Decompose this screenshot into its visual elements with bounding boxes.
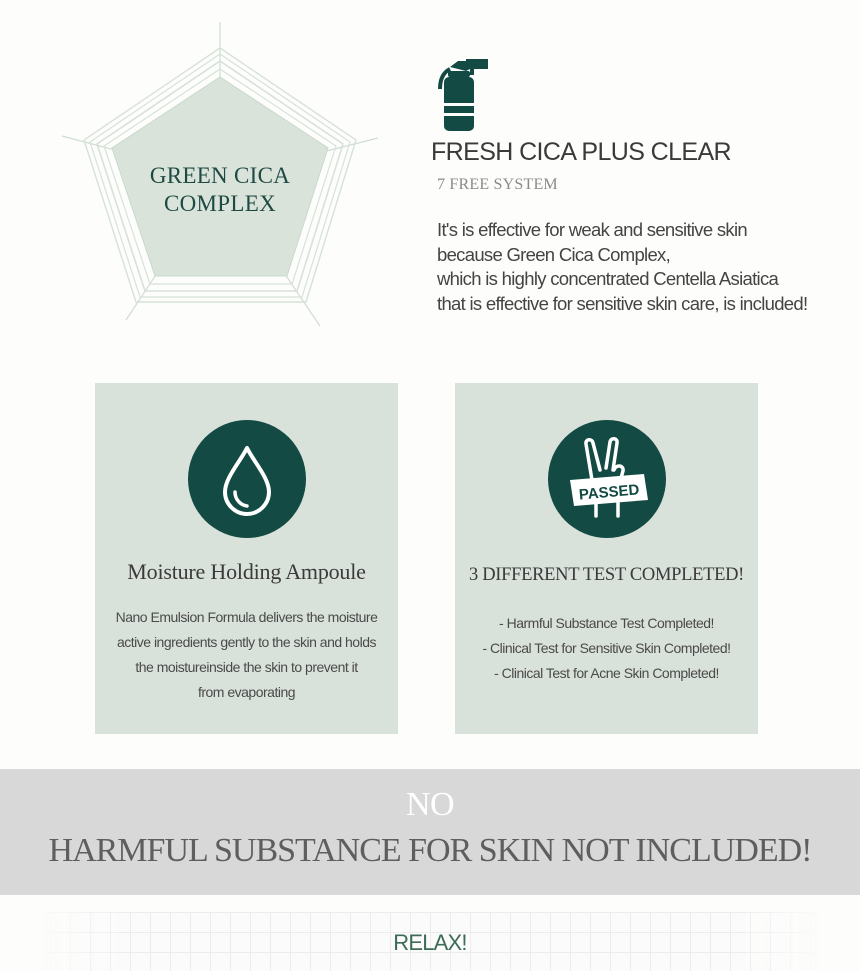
- badge-label: GREEN CICA COMPLEX: [149, 163, 291, 216]
- feature-line: active ingredients gently to the skin and holds: [116, 634, 376, 650]
- feature-card-moisture: [95, 383, 398, 734]
- feature-title: 3 DIFFERENT TEST COMPLETED!: [468, 565, 745, 585]
- feature-line: the moistureinside the skin to prevent it: [135, 659, 358, 675]
- product-description: [437, 218, 847, 316]
- product-subtitle: 7 FREE SYSTEM: [437, 176, 558, 193]
- feature-line: from evaporating: [197, 684, 296, 700]
- fire-extinguisher-icon: [436, 57, 492, 133]
- feature-line: - Harmful Substance Test Completed!: [499, 615, 714, 631]
- description-line: It's is effective for weak and sensitive skin: [437, 219, 747, 240]
- banner-top-text: NO: [405, 786, 455, 823]
- banner-main-text: HARMFUL SUBSTANCE FOR SKIN NOT INCLUDED!: [48, 832, 812, 869]
- feature-line: - Clinical Test for Acne Skin Completed!: [494, 665, 719, 681]
- relax-heading: RELAX!: [393, 930, 467, 955]
- feature-description: [455, 611, 758, 686]
- water-drop-icon: [188, 420, 306, 538]
- description-line: because Green Cica Complex,: [437, 243, 671, 265]
- feature-title: Moisture Holding Ampoule: [127, 559, 366, 584]
- passed-hand-icon: [548, 420, 666, 538]
- feature-line: Nano Emulsion Formula delivers the moisture: [115, 609, 378, 625]
- green-cica-badge: [60, 20, 380, 330]
- product-title: FRESH CICA PLUS CLEAR: [431, 138, 731, 166]
- harmful-substance-banner: [0, 769, 860, 895]
- passed-stamp-text: PASSED: [578, 481, 641, 504]
- feature-description: [95, 605, 398, 705]
- feature-card-tests: [455, 383, 758, 734]
- description-line: that is effective for sensitive skin care, is included!: [437, 292, 808, 314]
- description-line: which is highly concentrated Centella Asiatica: [437, 268, 779, 289]
- feature-line: - Clinical Test for Sensitive Skin Completed!: [482, 640, 731, 656]
